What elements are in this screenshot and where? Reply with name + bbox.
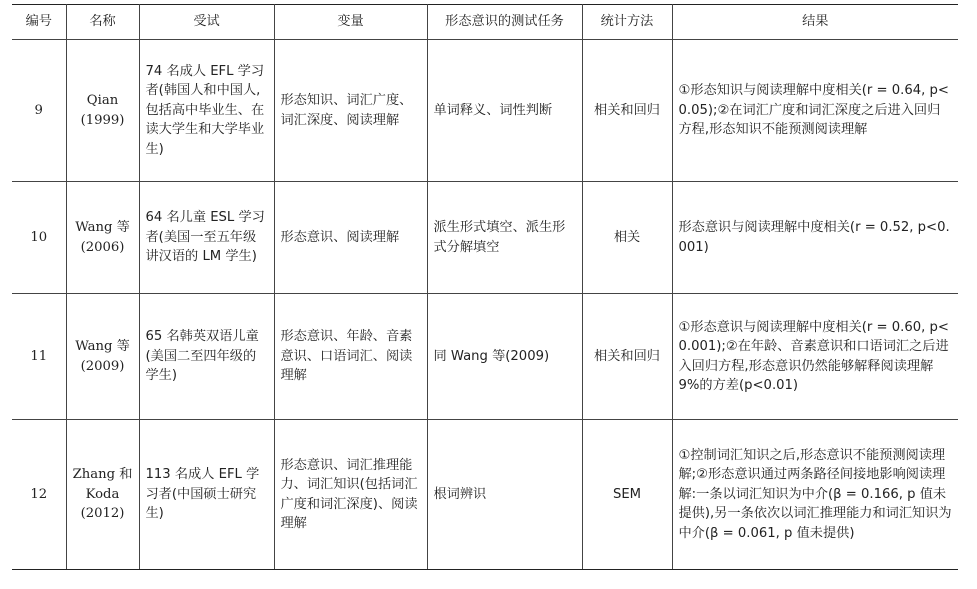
- header-task: 形态意识的测试任务: [427, 5, 582, 40]
- cell-result: ①形态意识与阅读理解中度相关(r = 0.60, p<0.001);②在年龄、音素意识和口语词汇之后进入回归方程,形态意识仍然能够解释阅读理解 9%的方差(p<0.01): [672, 294, 958, 420]
- studies-table: [12, 4, 958, 570]
- cell-name: Wang 等 (2006): [66, 182, 139, 294]
- cell-id: 9: [12, 40, 66, 182]
- cell-result: ①形态知识与阅读理解中度相关(r = 0.64, p<0.05);②在词汇广度和词汇深度之后进入回归方程,形态知识不能预测阅读理解: [672, 40, 958, 182]
- cell-subjects: 64 名儿童 ESL 学习者(美国一至五年级讲汉语的 LM 学生): [139, 182, 274, 294]
- header-row: [12, 5, 958, 40]
- cell-id: 10: [12, 182, 66, 294]
- table-row: [12, 420, 958, 570]
- cell-subjects: 113 名成人 EFL 学习者(中国硕士研究生): [139, 420, 274, 570]
- header-subjects: 受试: [139, 5, 274, 40]
- cell-name: Qian (1999): [66, 40, 139, 182]
- cell-method: 相关: [582, 182, 672, 294]
- cell-variables: 形态意识、词汇推理能力、词汇知识(包括词汇广度和词汇深度)、阅读理解: [274, 420, 427, 570]
- cell-name: Wang 等 (2009): [66, 294, 139, 420]
- header-variables: 变量: [274, 5, 427, 40]
- table-row: [12, 294, 958, 420]
- table-row: [12, 182, 958, 294]
- cell-variables: 形态意识、阅读理解: [274, 182, 427, 294]
- cell-result: ①控制词汇知识之后,形态意识不能预测阅读理解;②形态意识通过两条路径间接地影响阅读理解:一条以词汇知识为中介(β = 0.166, p 值未提供),另一条依次以词汇推理能力和词汇知识为中介(β = 0.061, p 值未提供): [672, 420, 958, 570]
- header-result: 结果: [672, 5, 958, 40]
- cell-subjects: 74 名成人 EFL 学习者(韩国人和中国人,包括高中毕业生、在读大学生和大学毕业生): [139, 40, 274, 182]
- table-row: [12, 40, 958, 182]
- cell-id: 11: [12, 294, 66, 420]
- cell-id: 12: [12, 420, 66, 570]
- cell-variables: 形态知识、词汇广度、词汇深度、阅读理解: [274, 40, 427, 182]
- cell-variables: 形态意识、年龄、音素意识、口语词汇、阅读理解: [274, 294, 427, 420]
- header-id: 编号: [12, 5, 66, 40]
- cell-result: 形态意识与阅读理解中度相关(r = 0.52, p<0.001): [672, 182, 958, 294]
- cell-task: 同 Wang 等(2009): [427, 294, 582, 420]
- cell-subjects: 65 名韩英双语儿童(美国二至四年级的学生): [139, 294, 274, 420]
- cell-method: 相关和回归: [582, 294, 672, 420]
- header-method: 统计方法: [582, 5, 672, 40]
- cell-task: 根词辨识: [427, 420, 582, 570]
- cell-task: 单词释义、词性判断: [427, 40, 582, 182]
- cell-method: SEM: [582, 420, 672, 570]
- cell-method: 相关和回归: [582, 40, 672, 182]
- cell-task: 派生形式填空、派生形式分解填空: [427, 182, 582, 294]
- cell-name: Zhang 和 Koda (2012): [66, 420, 139, 570]
- header-name: 名称: [66, 5, 139, 40]
